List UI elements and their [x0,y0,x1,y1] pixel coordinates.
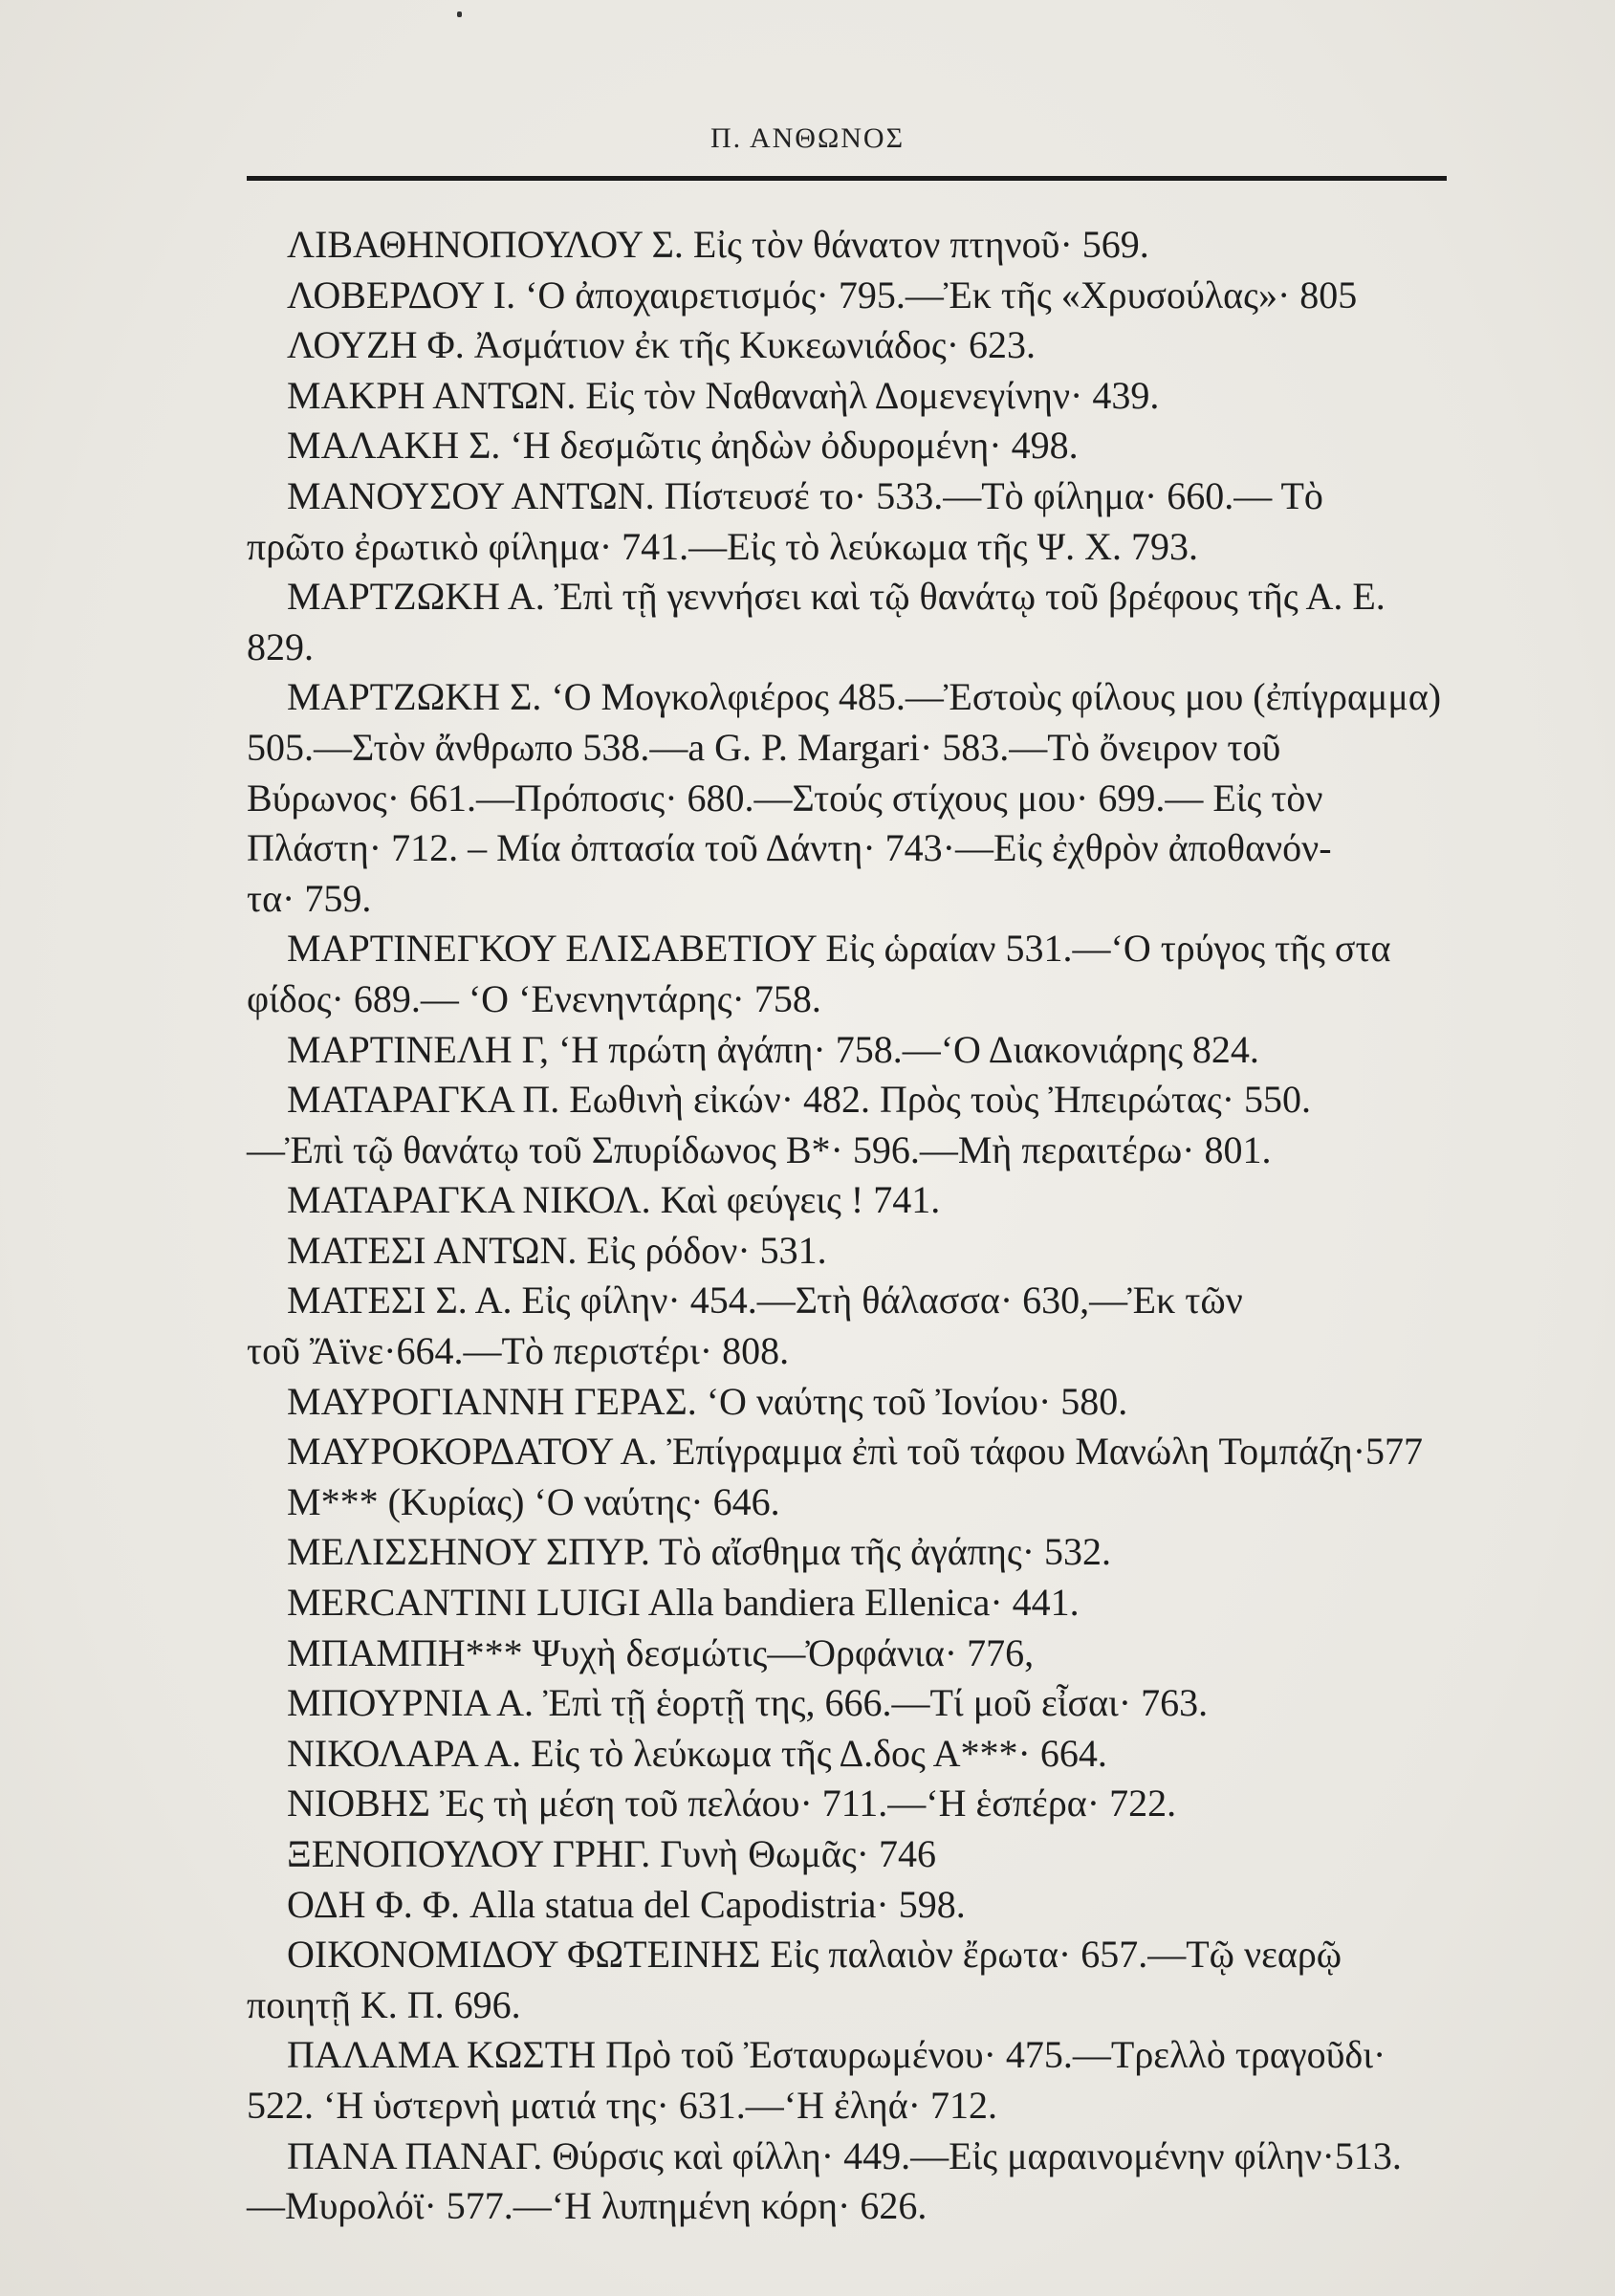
index-line [247,974,1447,1025]
index-line [247,572,1447,623]
index-line [247,1126,1447,1176]
index-line [247,1226,1447,1277]
index-line-text: ΞΕΝΟΠΟΥΛΟΥ ΓΡΗΓ. Γυνὴ Θωμᾶς· 746 [287,1832,936,1875]
index-line-text: ΜΑΛΑΚΗ Σ. ‘Η δεσμῶτις ἀηδὼν ὀδυρομένη· 498. [287,424,1079,468]
index-line [247,271,1447,321]
index-line [247,823,1447,874]
index-line [247,924,1447,974]
header-rule [247,176,1447,181]
index-line-text: ΠΑΝΑ ΠΑΝΑΓ. Θύρσις καὶ φίλλη· 449.—Εἰς μαραινομένην φίλην·513. [287,2133,1402,2177]
index-line [247,220,1447,271]
index-line-text: ΜΕΛΙΣΣΗΝΟΥ ΣΠΥΡ. Τὸ αἴσθημα τῆς ἀγάπης· 532. [287,1530,1112,1574]
index-line [247,874,1447,925]
index-line-text: ΟΔΗ Φ. Φ. Alla statua del Capodistria· 598. [287,1882,966,1926]
index-line [247,1629,1447,1679]
index-line-text: ΜΑΤΕΣΙ ΑΝΤΩΝ. Εἰς ρόδον· 531. [287,1228,827,1272]
index-line [247,1527,1447,1578]
index-line [247,1276,1447,1326]
index-line [247,1326,1447,1377]
index-line [247,1729,1447,1780]
index-line [247,471,1447,522]
index-line-text: —Μυρολόϊ· 577.—‘Η λυπημένη κόρη· 626. [247,2184,928,2228]
index-line-text: ΜΑΥΡΟΚΟΡΔΑΤΟΥ Α. Ἐπίγραμμα ἐπὶ τοῦ τάφου Μανώλη Τομπάζη·577 [287,1430,1424,1474]
index-line-text: ΝΙΟΒΗΣ Ἐς τὴ μέση τοῦ πελάου· 711.—‘Η ἑσπέρα· 722. [287,1782,1177,1826]
index-line-text: ΜΑΝΟΥΣΟΥ ΑΝΤΩΝ. Πίστευσέ το· 533.—Τὸ φίλημα· 660.— Τὸ [287,473,1323,517]
index-line [247,1578,1447,1629]
index-line [247,623,1447,673]
index-line-text: ΜΠΑΜΠΗ*** Ψυχὴ δεσμώτις—Ὀρφάνια· 776, [287,1630,1035,1674]
index-line-text: MERCANTINI LUIGI Alla bandiera Ellenica· 441. [287,1581,1080,1625]
index-line-text: ΛΟΒΕΡΔΟΥ Ι. ‘Ο ἀποχαιρετισμός· 795.—Ἐκ τῆς «Χρυσούλας»· 805 [287,273,1358,317]
index-line-text: ΟΙΚΟΝΟΜΙΔΟΥ ΦΩΤΕΙΝΗΣ Εἰς παλαιὸν ἔρωτα· 657.—Τῷ νεαρῷ [287,1933,1342,1977]
index-line [247,1678,1447,1729]
index-line [247,1075,1447,1126]
index-line [247,522,1447,573]
index-line-text: Βύρωνος· 661.—Πρόποσις· 680.—Στούς στίχους μου· 699.— Εἰς τὸν [247,776,1323,820]
index-line-text: Πλάστη· 712. – Μία ὀπτασία τοῦ Δάντη· 743·—Εἰς ἐχθρὸν ἀποθανόν- [247,826,1332,870]
index-line-text: ΛΙΒΑΘΗΝΟΠΟΥΛΟΥ Σ. Εἰς τὸν θάνατον πτηνοῦ· 569. [287,223,1149,266]
ink-speck [457,11,462,17]
index-line-text: ποιητῇ Κ. Π. 696. [247,1982,521,2026]
index-line-text: ΜΑΡΤΙΝΕΛΗ Γ, ‘Η πρώτη ἀγάπη· 758.—‘Ο Διακονιάρης 824. [287,1027,1259,1071]
index-line-text: 829. [247,624,314,668]
index-line-text: ΜΑΚΡΗ ΑΝΤΩΝ. Εἰς τὸν Ναθαναὴλ Δομενεγίνην· 439. [287,373,1160,417]
index-line [247,2081,1447,2132]
index-line-text: ΠΑΛΑΜΑ ΚΩΣΤΗ Πρὸ τοῦ Ἐσταυρωμένου· 475.—Τρελλὸ τραγοῦδι· [287,2033,1386,2077]
index-line [247,1477,1447,1528]
index-line-text: 505.—Στὸν ἄνθρωπο 538.—a G. P. Margari· 583.—Τὸ ὄνειρον τοῦ [247,725,1281,769]
index-line [247,672,1447,723]
index-line-text: τοῦ Ἄϊνε·664.—Τὸ περιστέρι· 808. [247,1329,790,1373]
index-line-text: ΜΑΥΡΟΓΙΑΝΝΗ ΓΕΡΑΣ. ‘Ο ναύτης τοῦ Ἰονίου· 580. [287,1379,1128,1423]
index-line [247,371,1447,422]
index-line-text: ΜΑΤΑΡΑΓΚΑ Π. Εωθινὴ εἰκών· 482. Πρὸς τοὺς Ἠπειρώτας· 550. [287,1078,1312,1122]
index-line [247,1779,1447,1829]
index-line [247,1377,1447,1428]
index-line-text: φίδος· 689.— ‘Ο ‘Ενενηντάρης· 758. [247,976,821,1020]
index-line-text: ΜΑΤΑΡΑΓΚΑ ΝΙΚΟΛ. Καὶ φεύγεις ! 741. [287,1178,941,1222]
index-line [247,1025,1447,1076]
index-line-text: τα· 759. [247,876,372,920]
index-line [247,1427,1447,1477]
index-line-text: ΜΑΡΤΙΝΕΓΚΟΥ ΕΛΙΣΑΒΕΤΙΟΥ Εἰς ὡραίαν 531.—‘Ο τρύγος τῆς στα [287,927,1391,971]
index-line [247,2030,1447,2081]
index-entries [247,220,1447,2232]
index-line-text: —Ἐπὶ τῷ θανάτῳ τοῦ Σπυρίδωνος Β*· 596.—Μὴ περαιτέρω· 801. [247,1127,1272,1171]
index-line-text: ΜΠΟΥΡΝΙΑ Α. Ἐπὶ τῇ ἑορτῇ της, 666.—Τί μοῦ εἶσαι· 763. [287,1681,1209,1725]
index-line [247,1980,1447,2031]
index-line [247,1930,1447,1980]
index-line [247,421,1447,471]
index-line-text: πρῶτο ἐρωτικὸ φίλημα· 741.—Εἰς τὸ λεύκωμα τῆς Ψ. Χ. 793. [247,524,1199,568]
running-header: Π. ΑΝΘΩΝΟΣ [709,122,906,154]
index-line-text: ΜΑΡΤΖΩΚΗ Α. Ἐπὶ τῇ γεννήσει καὶ τῷ θανάτῳ τοῦ βρέφους τῆς Α. Ε. [287,575,1386,619]
index-line [247,1175,1447,1226]
index-line-text: 522. ‘Η ὑστερνὴ ματιά της· 631.—‘Η ἐληά· 712. [247,2083,997,2127]
index-line [247,2132,1447,2182]
index-line [247,320,1447,371]
index-line-text: ΛΟΥΖΗ Φ. Ἀσμάτιον ἐκ τῆς Κυκεωνιάδος· 623. [287,323,1037,367]
index-line [247,2181,1447,2232]
index-line [247,1880,1447,1931]
index-line-text: Μ*** (Κυρίας) ‘Ο ναύτης· 646. [287,1479,780,1523]
index-line-text: ΝΙΚΟΛΑΡΑ Α. Εἰς τὸ λεύκωμα τῆς Δ.δος Α***· 664. [287,1731,1107,1775]
index-line [247,1829,1447,1880]
index-line [247,774,1447,824]
index-line-text: ΜΑΡΤΖΩΚΗ Σ. ‘Ο Μογκολφιέρος 485.—Ἐστοὺς φίλους μου (ἐπίγραμμα) [287,675,1442,719]
index-line-text: ΜΑΤΕΣΙ Σ. Α. Εἰς φίλην· 454.—Στὴ θάλασσα· 630,—Ἐκ τῶν [287,1279,1243,1323]
index-line [247,723,1447,774]
